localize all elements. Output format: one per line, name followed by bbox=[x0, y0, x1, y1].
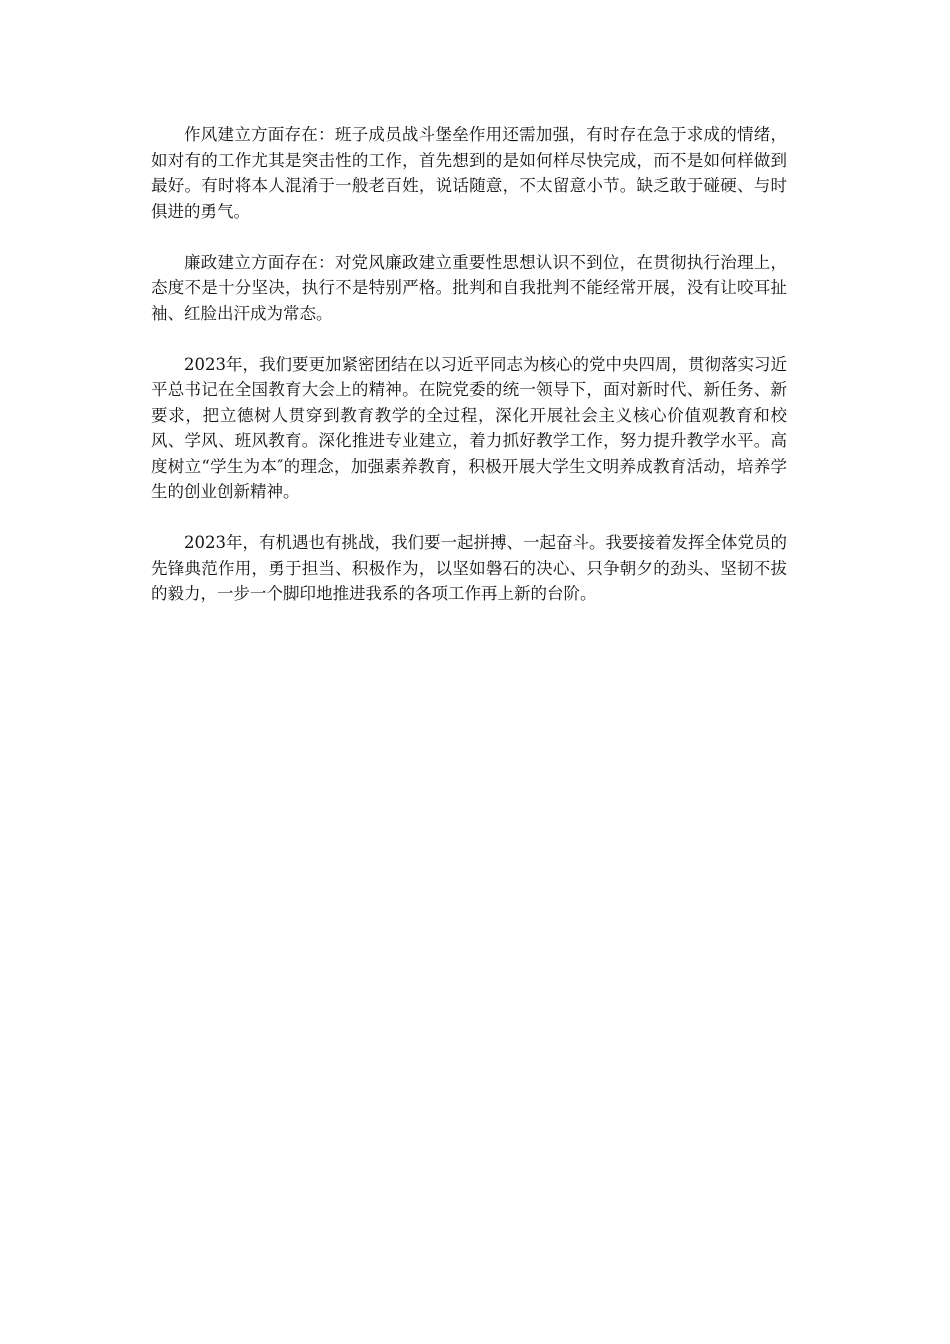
document-body bbox=[151, 122, 787, 632]
paragraph-education-plan: 2023年，我们要更加紧密团结在以习近平同志为核心的党中央四周，贯彻落实习近平总书记在全国教育大会上的精神。在院党委的统一领导下，面对新时代、新任务、新要求，把立德树人贯穿到教育教学的全过程，深化开展社会主义核心价值观教育和校风、学风、班风教育。深化推进专业建立，着力抓好教学工作，努力提升教学水平。高度树立“学生为本″的理念，加强素养教育，积极开展大学生文明养成教育活动，培养学生的创业创新精神。 bbox=[151, 354, 787, 501]
paragraph-integrity: 廉政建立方面存在：对党风廉政建立重要性思想认识不到位，在贯彻执行治理上，态度不是十分坚决，执行不是特别严格。批判和自我批判不能经常开展，没有让咬耳扯袖、红脸出汗成为常态。 bbox=[151, 252, 787, 323]
paragraph-work-style: 作风建立方面存在：班子成员战斗堡垒作用还需加强，有时存在急于求成的情绪，如对有的工作尤其是突击性的工作，首先想到的是如何样尽快完成，而不是如何样做到最好。有时将本人混淆于一般老百姓，说话随意，不太留意小节。缺乏敢于碰硬、与时俱进的勇气。 bbox=[151, 125, 787, 221]
paragraph-closing: 2023年，有机遇也有挑战，我们要一起拼搏、一起奋斗。我要接着发挥全体党员的先锋典范作用，勇于担当、积极作为，以坚如磐石的决心、只争朝夕的劲头、坚韧不拔的毅力，一步一个脚印地推进我系的各项工作再上新的台阶。 bbox=[151, 533, 787, 603]
